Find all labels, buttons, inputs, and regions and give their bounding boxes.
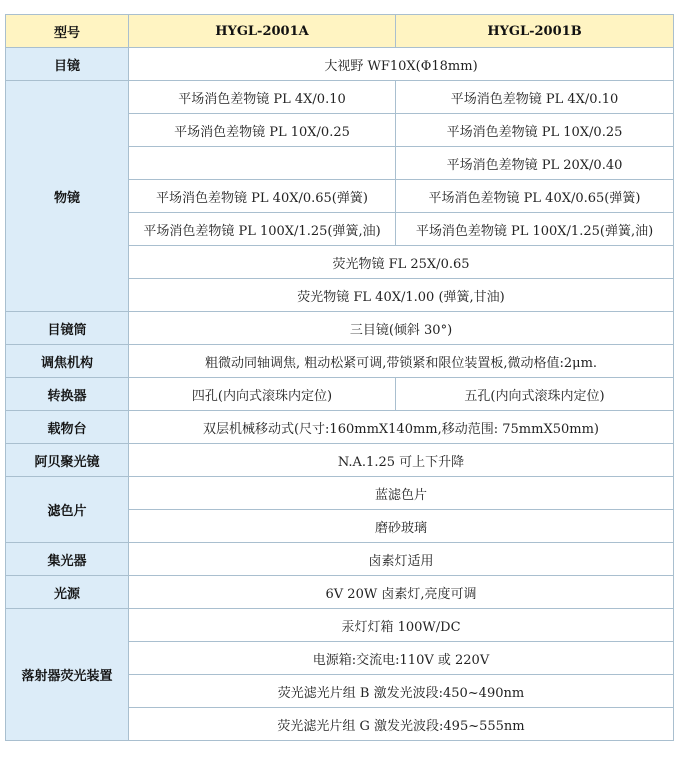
tube-value: 三目镜(倾斜 30°) (129, 312, 674, 345)
fluor-objective-25x: 荧光物镜 FL 25X/0.65 (129, 246, 674, 279)
condenser-value: N.A.1.25 可上下升降 (129, 444, 674, 477)
focus-label: 调焦机构 (6, 345, 129, 378)
epi-label: 落射器荧光装置 (6, 609, 129, 741)
epi-filter-b: 荧光滤光片组 B 激发光波段:450~490nm (129, 675, 674, 708)
objective-a-4x: 平场消色差物镜 PL 4X/0.10 (129, 81, 396, 114)
objective-a-10x: 平场消色差物镜 PL 10X/0.25 (129, 114, 396, 147)
filter-frosted: 磨砂玻璃 (129, 510, 674, 543)
stage-value: 双层机械移动式(尺寸:160mmX140mm,移动范围: 75mmX50mm) (129, 411, 674, 444)
eyepiece-row (6, 48, 674, 81)
condenser-label: 阿贝聚光镜 (6, 444, 129, 477)
focus-row (6, 345, 674, 378)
objective-row-1 (6, 81, 674, 114)
tube-label: 目镜筒 (6, 312, 129, 345)
focus-value: 粗微动同轴调焦, 粗动松紧可调,带锁紧和限位装置板,微动格值:2μm. (129, 345, 674, 378)
objective-a-100x: 平场消色差物镜 PL 100X/1.25(弹簧,油) (129, 213, 396, 246)
tube-row (6, 312, 674, 345)
filter-blue: 蓝滤色片 (129, 477, 674, 510)
epi-row-1 (6, 609, 674, 642)
condenser-row (6, 444, 674, 477)
nosepiece-b: 五孔(内向式滚珠内定位) (396, 378, 674, 411)
objective-b-100x: 平场消色差物镜 PL 100X/1.25(弹簧,油) (396, 213, 674, 246)
epi-filter-g: 荧光滤光片组 G 激发光波段:495~555nm (129, 708, 674, 741)
model-b-header: HYGL-2001B (396, 15, 674, 48)
light-label: 光源 (6, 576, 129, 609)
collector-row (6, 543, 674, 576)
stage-row (6, 411, 674, 444)
objective-b-4x: 平场消色差物镜 PL 4X/0.10 (396, 81, 674, 114)
fluor-objective-40x: 荧光物镜 FL 40X/1.00 (弹簧,甘油) (129, 279, 674, 312)
filter-label: 滤色片 (6, 477, 129, 543)
eyepiece-label: 目镜 (6, 48, 129, 81)
nosepiece-label: 转换器 (6, 378, 129, 411)
collector-label: 集光器 (6, 543, 129, 576)
nosepiece-row (6, 378, 674, 411)
objective-label: 物镜 (6, 81, 129, 312)
stage-label: 载物台 (6, 411, 129, 444)
collector-value: 卤素灯适用 (129, 543, 674, 576)
light-row (6, 576, 674, 609)
objective-b-10x: 平场消色差物镜 PL 10X/0.25 (396, 114, 674, 147)
light-value: 6V 20W 卤素灯,亮度可调 (129, 576, 674, 609)
objective-a-40x: 平场消色差物镜 PL 40X/0.65(弹簧) (129, 180, 396, 213)
nosepiece-a: 四孔(内向式滚珠内定位) (129, 378, 396, 411)
spec-table (5, 14, 674, 741)
objective-b-20x: 平场消色差物镜 PL 20X/0.40 (396, 147, 674, 180)
objective-b-40x: 平场消色差物镜 PL 40X/0.65(弹簧) (396, 180, 674, 213)
epi-power-supply: 电源箱:交流电:110V 或 220V (129, 642, 674, 675)
header-row (6, 15, 674, 48)
model-a-header: HYGL-2001A (129, 15, 396, 48)
objective-a-empty (129, 147, 396, 180)
filter-row-1 (6, 477, 674, 510)
model-header-label: 型号 (6, 15, 129, 48)
eyepiece-value: 大视野 WF10X(Φ18mm) (129, 48, 674, 81)
epi-lamp-house: 汞灯灯箱 100W/DC (129, 609, 674, 642)
